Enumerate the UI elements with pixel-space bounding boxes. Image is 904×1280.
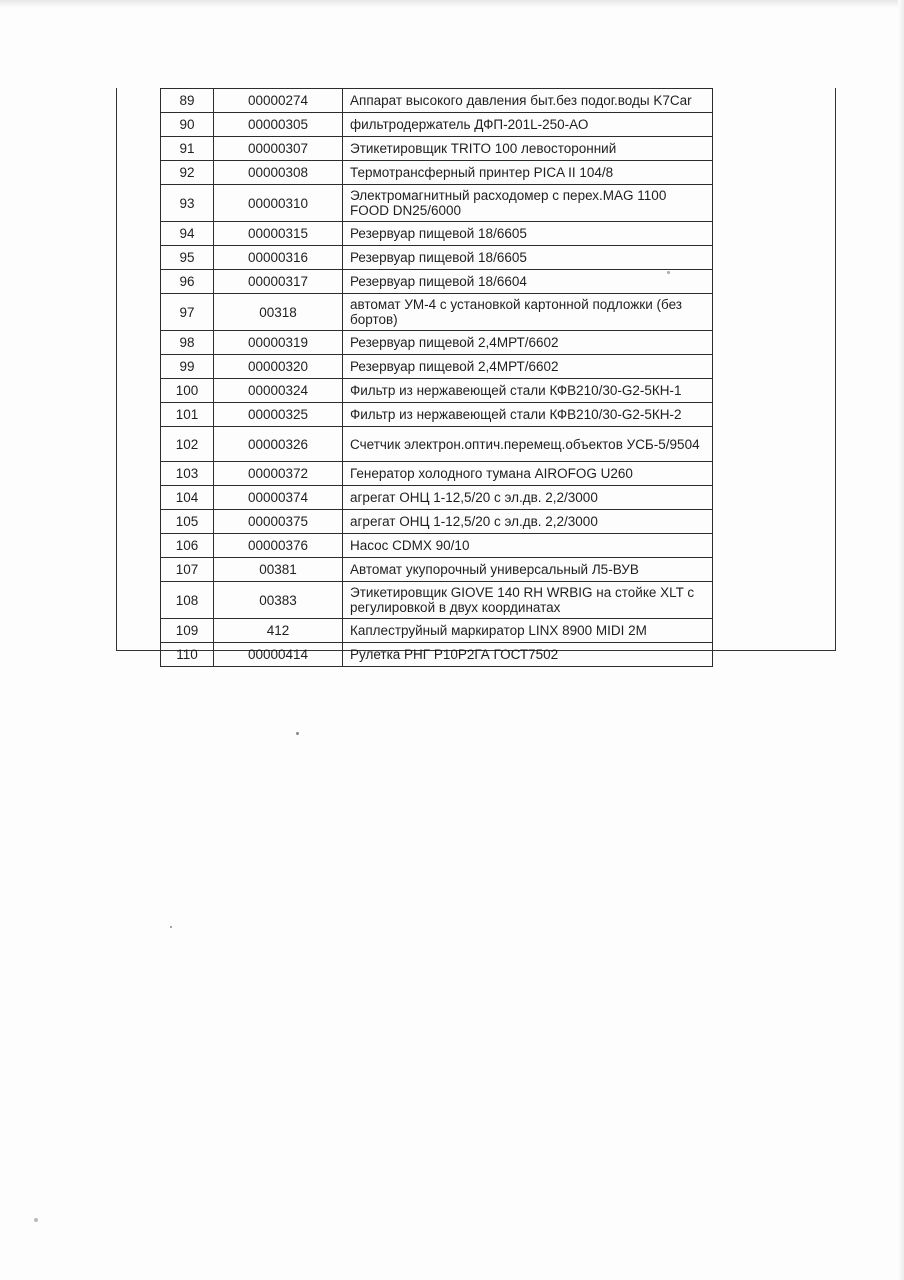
inventory-code-cell: 00000326 [214, 427, 343, 462]
inventory-code-cell: 00000316 [214, 246, 343, 270]
row-number-cell: 108 [161, 582, 214, 619]
row-number-cell: 103 [161, 462, 214, 486]
row-number-cell: 94 [161, 222, 214, 246]
table-row [161, 161, 713, 185]
table-row [161, 427, 713, 462]
row-number-cell: 109 [161, 619, 214, 643]
inventory-code-cell: 00000315 [214, 222, 343, 246]
inventory-code-cell: 00000374 [214, 486, 343, 510]
item-name-cell: Генератор холодного тумана AIROFOG U260 [343, 462, 713, 486]
table-row [161, 331, 713, 355]
item-name-cell: Резервуар пищевой 18/6604 [343, 270, 713, 294]
inventory-code-cell: 00381 [214, 558, 343, 582]
table-row [161, 137, 713, 161]
item-name-cell: Автомат укупорочный универсальный Л5-ВУВ [343, 558, 713, 582]
item-name-cell: Этикетировщик TRITO 100 левосторонний [343, 137, 713, 161]
outer-frame-right-line [835, 88, 836, 651]
row-number-cell: 92 [161, 161, 214, 185]
inventory-code-cell: 00383 [214, 582, 343, 619]
item-name-cell: Аппарат высокого давления быт.без подог.воды K7Car [343, 89, 713, 113]
table-row [161, 379, 713, 403]
row-number-cell: 107 [161, 558, 214, 582]
table-row [161, 462, 713, 486]
table-row [161, 510, 713, 534]
scan-speck [296, 732, 299, 735]
table-row [161, 534, 713, 558]
inventory-code-cell: 00000325 [214, 403, 343, 427]
row-number-cell: 97 [161, 294, 214, 331]
item-name-cell: Счетчик электрон.оптич.перемещ.объектов УСБ-5/9504 [343, 427, 713, 462]
row-number-cell: 100 [161, 379, 214, 403]
inventory-code-cell: 00000414 [214, 643, 343, 667]
item-name-cell: Резервуар пищевой 18/6605 [343, 222, 713, 246]
table-row [161, 643, 713, 667]
table-row [161, 619, 713, 643]
table-row [161, 582, 713, 619]
row-number-cell: 106 [161, 534, 214, 558]
row-number-cell: 105 [161, 510, 214, 534]
outer-frame-left-line [116, 88, 117, 651]
inventory-code-cell: 00000317 [214, 270, 343, 294]
inventory-code-cell: 00000319 [214, 331, 343, 355]
inventory-code-cell: 00000376 [214, 534, 343, 558]
row-number-cell: 93 [161, 185, 214, 222]
inventory-code-cell: 00000324 [214, 379, 343, 403]
row-number-cell: 102 [161, 427, 214, 462]
table-row [161, 113, 713, 137]
inventory-code-cell: 00000307 [214, 137, 343, 161]
table-row [161, 185, 713, 222]
table-row [161, 222, 713, 246]
row-number-cell: 98 [161, 331, 214, 355]
item-name-cell: Резервуар пищевой 2,4МРТ/6602 [343, 331, 713, 355]
table-row [161, 486, 713, 510]
row-number-cell: 104 [161, 486, 214, 510]
item-name-cell: Резервуар пищевой 18/6605 [343, 246, 713, 270]
inventory-code-cell: 00000372 [214, 462, 343, 486]
item-name-cell: Фильтр из нержавеющей стали КФВ210/30-G2-5КН-2 [343, 403, 713, 427]
inventory-code-cell: 00000310 [214, 185, 343, 222]
inventory-code-cell: 00000375 [214, 510, 343, 534]
row-number-cell: 96 [161, 270, 214, 294]
scan-speck [170, 926, 172, 928]
item-name-cell: агрегат ОНЦ 1-12,5/20 с эл.дв. 2,2/3000 [343, 510, 713, 534]
table-row [161, 355, 713, 379]
inventory-code-cell: 00000308 [214, 161, 343, 185]
item-name-cell: Насос CDMX 90/10 [343, 534, 713, 558]
row-number-cell: 110 [161, 643, 214, 667]
table-row [161, 89, 713, 113]
row-number-cell: 95 [161, 246, 214, 270]
scan-edge-top [0, 0, 904, 8]
table-row [161, 294, 713, 331]
inventory-code-cell: 00000305 [214, 113, 343, 137]
scan-edge-right [898, 0, 904, 1280]
inventory-table-body [161, 89, 713, 667]
row-number-cell: 89 [161, 89, 214, 113]
row-number-cell: 91 [161, 137, 214, 161]
item-name-cell: агрегат ОНЦ 1-12,5/20 с эл.дв. 2,2/3000 [343, 486, 713, 510]
item-name-cell: Резервуар пищевой 2,4МРТ/6602 [343, 355, 713, 379]
inventory-table [160, 88, 713, 667]
item-name-cell: фильтродержатель ДФП-201L-250-АО [343, 113, 713, 137]
row-number-cell: 90 [161, 113, 214, 137]
inventory-code-cell: 00318 [214, 294, 343, 331]
table-row [161, 558, 713, 582]
inventory-code-cell: 00000274 [214, 89, 343, 113]
item-name-cell: Каплеструйный маркиратор LINX 8900 MIDI 2M [343, 619, 713, 643]
item-name-cell: Рулетка РНГ Р10Р2ГА ГОСТ7502 [343, 643, 713, 667]
item-name-cell: Фильтр из нержавеющей стали КФВ210/30-G2-5КН-1 [343, 379, 713, 403]
table-row [161, 403, 713, 427]
row-number-cell: 101 [161, 403, 214, 427]
inventory-code-cell: 412 [214, 619, 343, 643]
item-name-cell: Термотрансферный принтер PICA II 104/8 [343, 161, 713, 185]
item-name-cell: Электромагнитный расходомер с перех.MAG 1100 FOOD DN25/6000 [343, 185, 713, 222]
item-name-cell: Этикетировщик GIOVE 140 RH WRBIG на стойке XLT с регулировкой в двух координатах [343, 582, 713, 619]
inventory-code-cell: 00000320 [214, 355, 343, 379]
table-row [161, 270, 713, 294]
item-name-cell: автомат УМ-4 с установкой картонной подложки (без бортов) [343, 294, 713, 331]
scan-speck [34, 1218, 38, 1222]
row-number-cell: 99 [161, 355, 214, 379]
table-row [161, 246, 713, 270]
